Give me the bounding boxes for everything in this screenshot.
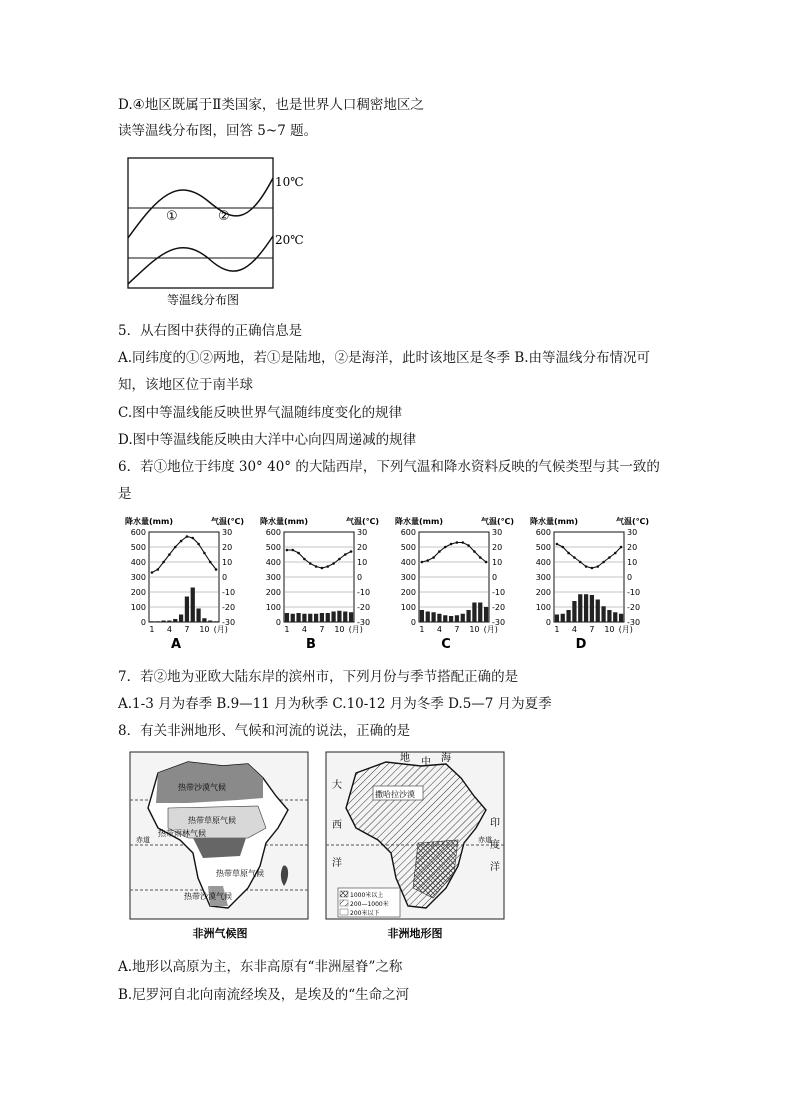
temperature-point: [596, 565, 599, 568]
chart-y-left-tick: 0: [140, 618, 146, 627]
terrain-sahara-label: 撒哈拉沙漠: [375, 790, 415, 799]
chart-y-right-tick: -10: [492, 588, 506, 597]
chart-x-tick: 4: [571, 625, 577, 634]
chart-x-tick: 10: [604, 625, 615, 634]
temperature-point: [151, 571, 154, 574]
chart-y-right-tick: -10: [222, 588, 236, 597]
precip-bar: [613, 612, 617, 622]
precip-bar: [449, 616, 453, 622]
chart-header-temp: 气温(℃): [481, 517, 514, 526]
isotherm-20-label: 20℃: [275, 233, 304, 247]
chart-x-tick: (月): [618, 625, 633, 634]
precip-bar: [314, 614, 318, 622]
question-5-option-c: C.图中等温线能反映世界气温随纬度变化的规律: [118, 405, 403, 421]
chart-x-tick: (月): [483, 625, 498, 634]
temperature-point: [614, 552, 617, 555]
chart-y-left-tick: 100: [535, 603, 551, 612]
chart-y-right-tick: 0: [357, 573, 363, 582]
precip-bar: [331, 612, 335, 623]
chart-y-right-tick: -20: [627, 603, 641, 612]
climate-equator-label: 赤道: [136, 836, 150, 844]
precip-bar: [285, 613, 289, 622]
temperature-line: [557, 544, 621, 568]
temperature-point: [444, 546, 447, 549]
precip-bar: [478, 603, 482, 623]
chart-x-tick: (月): [213, 625, 228, 634]
chart-y-left-tick: 100: [265, 603, 281, 612]
chart-x-tick: 10: [469, 625, 480, 634]
chart-header-temp: 气温(℃): [346, 517, 379, 526]
precip-bar: [296, 613, 300, 622]
temperature-point: [180, 540, 183, 543]
question-5: 5．从右图中获得的正确信息是: [118, 323, 303, 339]
chart-y-right-tick: 10: [357, 558, 368, 567]
chart-y-right-tick: 0: [222, 573, 228, 582]
precip-bar: [572, 601, 576, 622]
chart-x-tick: 10: [334, 625, 345, 634]
precip-bar: [584, 594, 588, 622]
chart-header-precip: 降水量(mm): [530, 517, 578, 526]
question-7-options: A.1-3 月为春季 B.9—11 月为秋季 C.10-12 月为冬季 D.5—7 月为夏季: [118, 696, 552, 712]
chart-y-right-tick: 30: [357, 528, 368, 537]
chart-y-right-tick: -30: [492, 618, 506, 627]
chart-y-left-tick: 300: [535, 573, 551, 582]
temperature-point: [209, 561, 212, 564]
legend-mid: 200—1000米: [350, 901, 389, 908]
climate-label-savanna: 热带草原气候: [188, 816, 236, 825]
chart-y-right-tick: 10: [222, 558, 233, 567]
chart-y-left-tick: 0: [275, 618, 281, 627]
chart-y-left-tick: 200: [130, 588, 146, 597]
legend-high: 1000米以上: [350, 892, 384, 899]
precip-bar: [308, 614, 312, 622]
chart-header-temp: 气温(℃): [211, 517, 244, 526]
precip-bar: [185, 597, 189, 623]
terrain-label-hai: 海: [441, 753, 451, 764]
precip-bar: [420, 610, 424, 622]
terrain-label-du: 度: [490, 840, 500, 851]
temperature-point: [456, 541, 459, 544]
precip-bar: [566, 610, 570, 622]
chart-y-right-tick: 30: [492, 528, 503, 537]
precip-bar: [202, 618, 206, 622]
chart-y-right-tick: 20: [492, 543, 503, 552]
temperature-point: [344, 553, 347, 556]
point-2-marker: ②: [218, 209, 230, 224]
precip-bar: [607, 610, 611, 622]
precip-bar: [156, 621, 160, 622]
chart-x-tick: 7: [319, 625, 325, 634]
chart-y-right-tick: 0: [492, 573, 498, 582]
climate-label-savanna-south: 热带草原气候: [216, 869, 264, 878]
temperature-point: [432, 556, 435, 559]
chart-y-right-tick: 0: [627, 573, 633, 582]
africa-maps: [128, 748, 508, 943]
chart-label: C: [441, 637, 451, 652]
temperature-point: [286, 549, 289, 552]
legend-low: 200米以下: [350, 910, 380, 917]
chart-x-tick: 1: [419, 625, 425, 634]
temperature-point: [326, 565, 329, 568]
precip-bar: [484, 607, 488, 622]
temperature-point: [321, 567, 324, 570]
precip-bar: [326, 613, 330, 622]
chart-y-left-tick: 500: [130, 543, 146, 552]
climate-label-rainforest: 热带雨林气候: [158, 829, 206, 838]
chart-y-left-tick: 200: [400, 588, 416, 597]
question-6-cont: 是: [118, 486, 132, 502]
temperature-point: [332, 562, 335, 565]
temperature-point: [573, 556, 576, 559]
reading-instruction: 读等温线分布图，回答 5~7 题。: [118, 123, 318, 139]
chart-y-left-tick: 600: [130, 528, 146, 537]
chart-header-precip: 降水量(mm): [125, 517, 173, 526]
chart-y-left-tick: 400: [130, 558, 146, 567]
precip-bar: [443, 615, 447, 622]
terrain-equator-label: 赤道: [478, 836, 492, 844]
chart-y-left-tick: 500: [400, 543, 416, 552]
temperature-point: [485, 561, 488, 564]
chart-y-left-tick: 600: [535, 528, 551, 537]
chart-x-tick: 1: [554, 625, 560, 634]
chart-y-left-tick: 400: [265, 558, 281, 567]
temperature-point: [602, 561, 605, 564]
temperature-point: [215, 568, 218, 571]
chart-y-left-tick: 400: [400, 558, 416, 567]
precip-bar: [349, 612, 353, 622]
precip-bar: [472, 603, 476, 623]
chart-x-tick: 7: [184, 625, 190, 634]
chart-y-left-tick: 600: [265, 528, 281, 537]
precip-bar: [179, 615, 183, 623]
precip-bar: [555, 615, 559, 623]
precip-bar: [320, 613, 324, 622]
precip-bar: [466, 610, 470, 622]
terrain-label-da: 大: [332, 780, 342, 791]
precip-bar: [578, 594, 582, 622]
climate-label-desert: 热带沙漠气候: [178, 783, 226, 792]
chart-header-temp: 气温(℃): [616, 517, 649, 526]
chart-y-right-tick: 30: [222, 528, 233, 537]
temperature-line: [422, 543, 486, 563]
chart-y-right-tick: -30: [357, 618, 371, 627]
temperature-point: [473, 550, 476, 553]
chart-x-tick: (月): [348, 625, 363, 634]
temperature-point: [450, 543, 453, 546]
temperature-point: [303, 558, 306, 561]
chart-y-left-tick: 200: [535, 588, 551, 597]
chart-y-right-tick: -20: [222, 603, 236, 612]
temperature-point: [579, 561, 582, 564]
terrain-label-yang: 洋: [332, 858, 342, 869]
chart-x-tick: 1: [284, 625, 290, 634]
precip-bar: [167, 621, 171, 623]
chart-header-precip: 降水量(mm): [395, 517, 443, 526]
temperature-point: [309, 562, 312, 565]
precip-bar: [337, 611, 341, 622]
chart-y-right-tick: 10: [627, 558, 638, 567]
temperature-point: [297, 552, 300, 555]
temperature-point: [585, 565, 588, 568]
chart-x-tick: 10: [199, 625, 210, 634]
precip-bar: [461, 614, 465, 622]
chart-y-right-tick: -20: [492, 603, 506, 612]
temperature-point: [426, 559, 429, 562]
chart-label: D: [575, 637, 587, 652]
terrain-label-yin: 印: [490, 818, 500, 829]
chart-y-right-tick: 10: [492, 558, 503, 567]
chart-x-tick: 4: [436, 625, 442, 634]
precip-bar: [343, 612, 347, 623]
precip-bar: [561, 614, 565, 622]
chart-y-right-tick: -30: [222, 618, 236, 627]
chart-header-precip: 降水量(mm): [260, 517, 308, 526]
temperature-point: [315, 565, 318, 568]
terrain-label-xi: 西: [332, 820, 342, 831]
chart-x-tick: 7: [589, 625, 595, 634]
precip-bar: [431, 612, 435, 622]
chart-y-right-tick: 20: [222, 543, 233, 552]
question-5-option-d: D.图中等温线能反映由大洋中心向四周递减的规律: [118, 432, 417, 448]
chart-y-left-tick: 300: [265, 573, 281, 582]
question-7: 7．若②地为亚欧大陆东岸的滨州市，下列月份与季节搭配正确的是: [118, 669, 519, 685]
temperature-line: [287, 550, 351, 568]
precip-bar: [601, 606, 605, 622]
chart-y-right-tick: -20: [357, 603, 371, 612]
chart-y-left-tick: 500: [265, 543, 281, 552]
temperature-point: [350, 550, 353, 553]
isotherm-figure: [118, 156, 308, 311]
temperature-point: [203, 552, 206, 555]
temperature-point: [197, 543, 200, 546]
precip-bar: [291, 614, 295, 622]
chart-x-tick: 7: [454, 625, 460, 634]
chart-y-right-tick: 30: [627, 528, 638, 537]
climate-label-desert-south: 热带沙漠气候: [184, 892, 232, 901]
chart-y-left-tick: 0: [545, 618, 551, 627]
chart-y-right-tick: -10: [627, 588, 641, 597]
temperature-point: [338, 558, 341, 561]
question-5-option-a-cont: 知，该地区位于南半球: [118, 377, 253, 393]
chart-y-right-tick: 20: [627, 543, 638, 552]
precip-bar: [619, 614, 623, 622]
precip-bar: [173, 619, 177, 622]
temperature-point: [461, 541, 464, 544]
precip-bar: [455, 615, 459, 622]
chart-x-tick: 4: [301, 625, 307, 634]
chart-y-left-tick: 600: [400, 528, 416, 537]
chart-y-left-tick: 100: [400, 603, 416, 612]
question-8: 8．有关非洲地形、气候和河流的说法，正确的是: [118, 723, 411, 739]
isotherm-10-label: 10℃: [275, 175, 304, 189]
temperature-point: [421, 561, 424, 564]
precip-bar: [196, 609, 200, 623]
question-8-option-a: A.地形以高原为主，东非高原有“非洲屋脊”之称: [118, 959, 403, 975]
terrain-legend: [338, 888, 400, 917]
point-1-marker: ①: [166, 209, 178, 224]
temperature-point: [291, 549, 294, 552]
temperature-point: [608, 556, 611, 559]
chart-label: A: [170, 637, 182, 652]
chart-y-left-tick: 100: [130, 603, 146, 612]
temperature-point: [467, 544, 470, 547]
precip-bar: [596, 600, 600, 623]
question-4-option-d: D.④地区既属于Ⅱ类国家，也是世界人口稠密地区之: [118, 97, 424, 113]
question-8-option-b: B.尼罗河自北向南流经埃及，是埃及的“生命之河: [118, 987, 410, 1003]
temperature-point: [479, 556, 482, 559]
terrain-label-yang-east: 洋: [490, 862, 500, 873]
question-5-option-a: A.同纬度的①②两地，若①是陆地，②是海洋，此时该地区是冬季 B.由等温线分布情况可: [118, 350, 651, 366]
chart-y-left-tick: 0: [410, 618, 416, 627]
climate-charts: [125, 512, 665, 652]
temperature-point: [186, 535, 189, 538]
precip-bar: [437, 614, 441, 622]
temperature-line: [152, 537, 216, 573]
temperature-point: [567, 552, 570, 555]
chart-y-left-tick: 300: [130, 573, 146, 582]
terrain-label-di: 地: [400, 753, 410, 764]
temperature-point: [174, 546, 177, 549]
chart-y-left-tick: 300: [400, 573, 416, 582]
africa-climate-caption: 非洲气候图: [192, 927, 248, 940]
precip-bar: [208, 621, 212, 623]
precip-bar: [150, 621, 154, 622]
temperature-point: [438, 550, 441, 553]
temperature-point: [156, 568, 159, 571]
isotherm-caption: 等温线分布图: [166, 293, 240, 307]
temperature-point: [620, 546, 623, 549]
temperature-point: [168, 553, 171, 556]
temperature-point: [162, 561, 165, 564]
chart-x-tick: 1: [149, 625, 155, 634]
chart-label: B: [306, 637, 316, 652]
precip-bar: [426, 612, 430, 623]
chart-x-tick: 4: [166, 625, 172, 634]
precip-bar: [191, 588, 195, 623]
chart-y-right-tick: -10: [357, 588, 371, 597]
temperature-point: [191, 537, 194, 540]
question-6: 6．若①地位于纬度 30° 40° 的大陆西岸，下列气温和降水资料反映的气候类型与其一致的: [118, 459, 660, 475]
chart-y-right-tick: -30: [627, 618, 641, 627]
precip-bar: [214, 621, 218, 622]
chart-y-right-tick: 20: [357, 543, 368, 552]
precip-bar: [161, 621, 165, 623]
terrain-label-zhong: 中: [421, 757, 431, 768]
precip-bar: [590, 595, 594, 622]
africa-terrain-caption: 非洲地形图: [387, 927, 443, 940]
precip-bar: [302, 614, 306, 622]
chart-y-left-tick: 200: [265, 588, 281, 597]
temperature-point: [591, 567, 594, 570]
chart-y-left-tick: 500: [535, 543, 551, 552]
temperature-point: [556, 543, 559, 546]
chart-y-left-tick: 400: [535, 558, 551, 567]
temperature-point: [561, 546, 564, 549]
